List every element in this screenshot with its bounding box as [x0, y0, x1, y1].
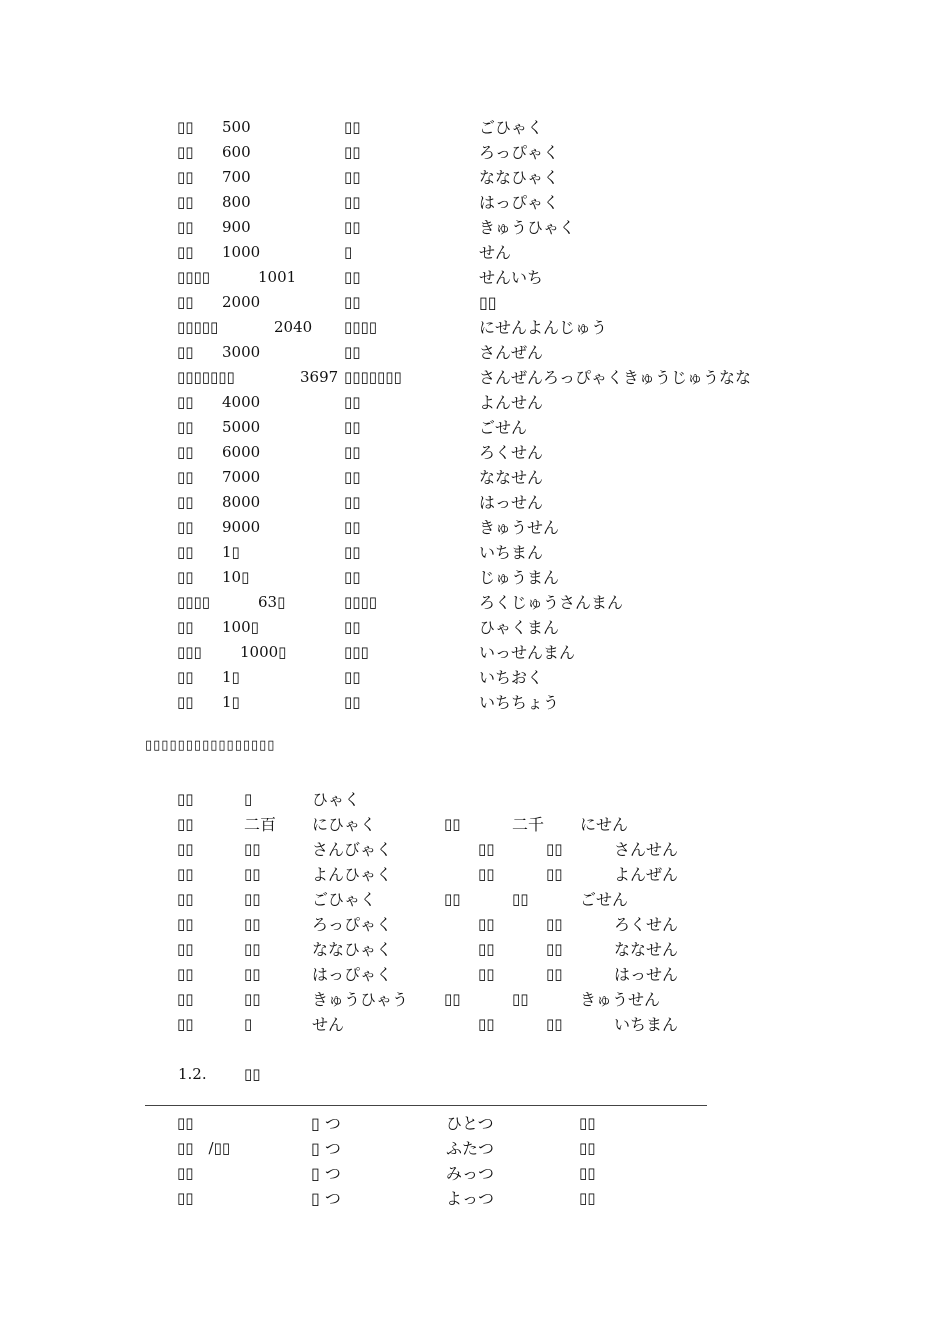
counter-reading: ふたつ [446, 1139, 495, 1158]
number-row [0, 390, 950, 415]
hundreds-kanji: ▯▯ [177, 940, 194, 958]
arabic-numeral: 700 [222, 168, 251, 186]
section-title: ▯▯ [244, 1065, 261, 1083]
kana-reading: じゅうまん [479, 568, 560, 587]
hundreds-form: ▯▯ [244, 865, 261, 883]
comparison-row [0, 987, 950, 1012]
arabic-numeral: 9000 [222, 518, 261, 536]
hundreds-form: ▯▯ [244, 840, 261, 858]
kana-reading: はっせん [479, 493, 544, 512]
kanji-numeral: ▯▯▯▯▯▯▯ [177, 368, 235, 386]
thousands-form: ▯▯ [512, 990, 529, 1008]
kanji-numeral: ▯▯▯▯ [177, 268, 211, 286]
arabic-numeral: 800 [222, 193, 251, 211]
thousands-form: 二千 [512, 815, 545, 834]
kanji-form: ▯▯ [344, 468, 361, 486]
hundreds-kanji: ▯▯ [177, 990, 194, 1008]
number-row [0, 440, 950, 465]
thousands-kanji: ▯▯ [478, 915, 495, 933]
number-row [0, 615, 950, 640]
kanji-numeral: ▯▯ [177, 343, 194, 361]
comparison-row [0, 937, 950, 962]
kanji-numeral: ▯▯ [177, 193, 194, 211]
thousands-reading: にせん [580, 815, 629, 834]
arabic-numeral: 4000 [222, 393, 261, 411]
kanji-form: ▯▯ [344, 343, 361, 361]
arabic-numeral: 2000 [222, 293, 261, 311]
hundreds-kanji: ▯▯ [177, 790, 194, 808]
arabic-numeral: 3000 [222, 343, 261, 361]
thousands-form: ▯▯ [546, 865, 563, 883]
counter-row [0, 1111, 950, 1136]
kanji-form: ▯▯ [344, 143, 361, 161]
counter-form: ▯ つ [311, 1164, 341, 1183]
arabic-numeral: 1▯ [222, 668, 240, 686]
kanji-numeral: ▯▯ [177, 443, 194, 461]
hundreds-form: ▯▯ [244, 915, 261, 933]
counter-form: ▯ つ [311, 1189, 341, 1208]
thousands-kanji: ▯▯ [478, 965, 495, 983]
kanji-numeral: ▯▯ [177, 543, 194, 561]
number-row [0, 515, 950, 540]
kana-reading: さんぜんろっぴゃくきゅうじゅうなな [479, 368, 752, 387]
kanji-form: ▯▯ [344, 168, 361, 186]
number-row [0, 165, 950, 190]
kana-reading: ろっぴゃく [479, 143, 560, 162]
counter-note: ▯▯ [579, 1189, 596, 1207]
kanji-form: ▯▯ [344, 493, 361, 511]
arabic-numeral: 8000 [222, 493, 261, 511]
kana-reading: にせんよんじゅう [479, 318, 608, 337]
thousands-form: ▯▯ [546, 940, 563, 958]
thousands-reading: いちまん [614, 1015, 679, 1034]
kana-reading: きゅうひゃく [479, 218, 576, 237]
kanji-numeral: ▯▯▯ [177, 643, 202, 661]
kanji-form: ▯▯ [344, 543, 361, 561]
hundreds-reading: せん [312, 1015, 345, 1034]
number-row [0, 340, 950, 365]
kana-reading: ななひゃく [479, 168, 560, 187]
hundreds-kanji: ▯▯ [177, 915, 194, 933]
number-row [0, 315, 950, 340]
thousands-reading: はっせん [614, 965, 679, 984]
kana-reading: いちおく [479, 668, 544, 687]
thousands-form: ▯▯ [546, 965, 563, 983]
comparison-note: ▯▯▯▯▯▯▯▯▯▯▯▯▯▯▯▯ [145, 738, 276, 753]
hundreds-kanji: ▯▯ [177, 890, 194, 908]
number-row [0, 365, 950, 390]
number-row [0, 540, 950, 565]
kana-reading: ろくじゅうさんまん [479, 593, 624, 612]
arabic-numeral: 10▯ [222, 568, 250, 586]
arabic-numeral: 6000 [222, 443, 261, 461]
thousands-form: ▯▯ [546, 1015, 563, 1033]
arabic-numeral: 1▯ [222, 543, 240, 561]
kanji-form: ▯▯ [344, 668, 361, 686]
kanji-form: ▯▯ [344, 393, 361, 411]
counter-reading: ひとつ [446, 1114, 494, 1133]
kanji-numeral: ▯▯ [177, 218, 194, 236]
kanji-form: ▯▯ [344, 568, 361, 586]
kanji-numeral: ▯▯ [177, 168, 194, 186]
kanji-numeral: ▯▯▯▯▯ [177, 318, 219, 336]
kana-reading: はっぴゃく [479, 193, 560, 212]
hundreds-form: ▯▯ [244, 965, 261, 983]
thousands-kanji: ▯▯ [478, 865, 495, 883]
kanji-numeral: ▯▯▯▯ [177, 593, 211, 611]
thousands-form: ▯▯ [546, 840, 563, 858]
kanji-numeral: ▯▯ [177, 243, 194, 261]
kana-reading: いっせんまん [479, 643, 576, 662]
thousands-reading: ごせん [580, 890, 629, 909]
kanji-form: ▯▯ [344, 118, 361, 136]
hundreds-kanji: ▯▯ [177, 965, 194, 983]
thousands-kanji: ▯▯ [478, 1015, 495, 1033]
comparison-row [0, 1012, 950, 1037]
kana-reading: ろくせん [479, 443, 544, 462]
arabic-numeral: 1000 [222, 243, 261, 261]
thousands-kanji: ▯▯ [444, 815, 461, 833]
number-row [0, 665, 950, 690]
kana-reading: せん [479, 243, 512, 262]
hundreds-kanji: ▯▯ [177, 1015, 194, 1033]
thousands-reading: ろくせん [614, 915, 679, 934]
kanji-form: ▯▯ [344, 693, 361, 711]
comparison-row [0, 837, 950, 862]
thousands-reading: きゅうせん [580, 990, 661, 1009]
arabic-numeral: 1▯ [222, 693, 240, 711]
arabic-numeral: 5000 [222, 418, 261, 436]
comparison-row [0, 862, 950, 887]
kanji-numeral: ▯▯ [177, 293, 194, 311]
kana-reading: ななせん [479, 468, 544, 487]
arabic-numeral: 600 [222, 143, 251, 161]
kanji-numeral: ▯▯ [177, 618, 194, 636]
hundreds-reading: ろっぴゃく [312, 915, 393, 934]
kanji-form: ▯ [344, 243, 353, 261]
counter-note: ▯▯ [579, 1114, 596, 1132]
hundreds-reading: ななひゃく [312, 940, 393, 959]
thousands-kanji: ▯▯ [478, 840, 495, 858]
comparison-row [0, 887, 950, 912]
counter-kanji: ▯▯ /▯▯ [177, 1139, 231, 1157]
number-row [0, 465, 950, 490]
number-row [0, 590, 950, 615]
thousands-reading: さんせん [614, 840, 679, 859]
kanji-numeral: ▯▯ [177, 518, 194, 536]
number-row [0, 240, 950, 265]
kanji-numeral: ▯▯ [177, 468, 194, 486]
comparison-row [0, 787, 950, 812]
counter-form: ▯ つ [311, 1139, 341, 1158]
section-divider [145, 1105, 707, 1106]
kanji-form: ▯▯▯▯ [344, 593, 378, 611]
arabic-numeral: 1001 [258, 268, 297, 286]
counter-kanji: ▯▯ [177, 1164, 194, 1182]
kanji-numeral: ▯▯ [177, 693, 194, 711]
kana-reading: ▯▯ [479, 293, 497, 312]
hundreds-reading: さんびゃく [312, 840, 393, 859]
kanji-form: ▯▯ [344, 518, 361, 536]
number-row [0, 265, 950, 290]
number-row [0, 115, 950, 140]
hundreds-reading: きゅうひゃう [312, 990, 409, 1009]
kanji-form: ▯▯ [344, 218, 361, 236]
counter-form: ▯ つ [311, 1114, 341, 1133]
kanji-form: ▯▯ [344, 268, 361, 286]
thousands-kanji: ▯▯ [444, 890, 461, 908]
arabic-numeral: 3697 [300, 368, 339, 386]
number-row [0, 415, 950, 440]
hundreds-kanji: ▯▯ [177, 865, 194, 883]
number-row [0, 190, 950, 215]
counter-row [0, 1161, 950, 1186]
number-row [0, 140, 950, 165]
hundreds-reading: よんひゃく [312, 865, 393, 884]
hundreds-reading: ごひゃく [312, 890, 377, 909]
hundreds-reading: にひゃく [312, 815, 377, 834]
arabic-numeral: 7000 [222, 468, 261, 486]
counter-note: ▯▯ [579, 1139, 596, 1157]
comparison-row [0, 812, 950, 837]
arabic-numeral: 500 [222, 118, 251, 136]
kana-reading: ひゃくまん [479, 618, 560, 637]
counter-reading: よっつ [446, 1189, 495, 1208]
number-row [0, 640, 950, 665]
thousands-form: ▯▯ [512, 890, 529, 908]
arabic-numeral: 100▯ [222, 618, 259, 636]
kanji-numeral: ▯▯ [177, 118, 194, 136]
arabic-numeral: 2040 [274, 318, 313, 336]
thousands-form: ▯▯ [546, 915, 563, 933]
counter-reading: みっつ [446, 1164, 495, 1183]
counter-note: ▯▯ [579, 1164, 596, 1182]
kana-reading: せんいち [479, 268, 544, 287]
hundreds-form: ▯▯ [244, 890, 261, 908]
kanji-form: ▯▯ [344, 193, 361, 211]
hundreds-kanji: ▯▯ [177, 840, 194, 858]
kana-reading: よんせん [479, 393, 544, 412]
hundreds-kanji: ▯▯ [177, 815, 194, 833]
number-row [0, 215, 950, 240]
kanji-numeral: ▯▯ [177, 493, 194, 511]
kanji-numeral: ▯▯ [177, 668, 194, 686]
kana-reading: ごひゃく [479, 118, 544, 137]
kana-reading: さんぜん [479, 343, 544, 362]
hundreds-reading: ひゃく [312, 790, 361, 809]
hundreds-form: 二百 [244, 815, 277, 834]
counter-row [0, 1186, 950, 1211]
kanji-form: ▯▯▯ [344, 643, 369, 661]
arabic-numeral: 900 [222, 218, 251, 236]
hundreds-form: ▯▯ [244, 990, 261, 1008]
hundreds-form: ▯ [244, 1015, 253, 1033]
thousands-kanji: ▯▯ [444, 990, 461, 1008]
arabic-numeral: 63▯ [258, 593, 286, 611]
kanji-form: ▯▯▯▯▯▯▯ [344, 368, 402, 386]
kana-reading: いちちょう [479, 693, 560, 712]
comparison-row [0, 962, 950, 987]
kana-reading: きゅうせん [479, 518, 560, 537]
number-row [0, 490, 950, 515]
counter-kanji: ▯▯ [177, 1114, 194, 1132]
kanji-numeral: ▯▯ [177, 393, 194, 411]
number-row [0, 690, 950, 715]
number-row [0, 290, 950, 315]
kanji-numeral: ▯▯ [177, 143, 194, 161]
kanji-form: ▯▯ [344, 418, 361, 436]
kanji-numeral: ▯▯ [177, 418, 194, 436]
counter-row [0, 1136, 950, 1161]
hundreds-form: ▯ [244, 790, 253, 808]
kanji-form: ▯▯ [344, 443, 361, 461]
arabic-numeral: 1000▯ [240, 643, 287, 661]
hundreds-reading: はっぴゃく [312, 965, 393, 984]
thousands-kanji: ▯▯ [478, 940, 495, 958]
number-row [0, 565, 950, 590]
thousands-reading: ななせん [614, 940, 679, 959]
thousands-reading: よんぜん [614, 865, 679, 884]
kanji-numeral: ▯▯ [177, 568, 194, 586]
hundreds-form: ▯▯ [244, 940, 261, 958]
kanji-form: ▯▯▯▯ [344, 318, 378, 336]
kanji-form: ▯▯ [344, 618, 361, 636]
section-number: 1.2. [178, 1065, 207, 1083]
counter-kanji: ▯▯ [177, 1189, 194, 1207]
kana-reading: ごせん [479, 418, 528, 437]
kana-reading: いちまん [479, 543, 544, 562]
comparison-row [0, 912, 950, 937]
kanji-form: ▯▯ [344, 293, 361, 311]
